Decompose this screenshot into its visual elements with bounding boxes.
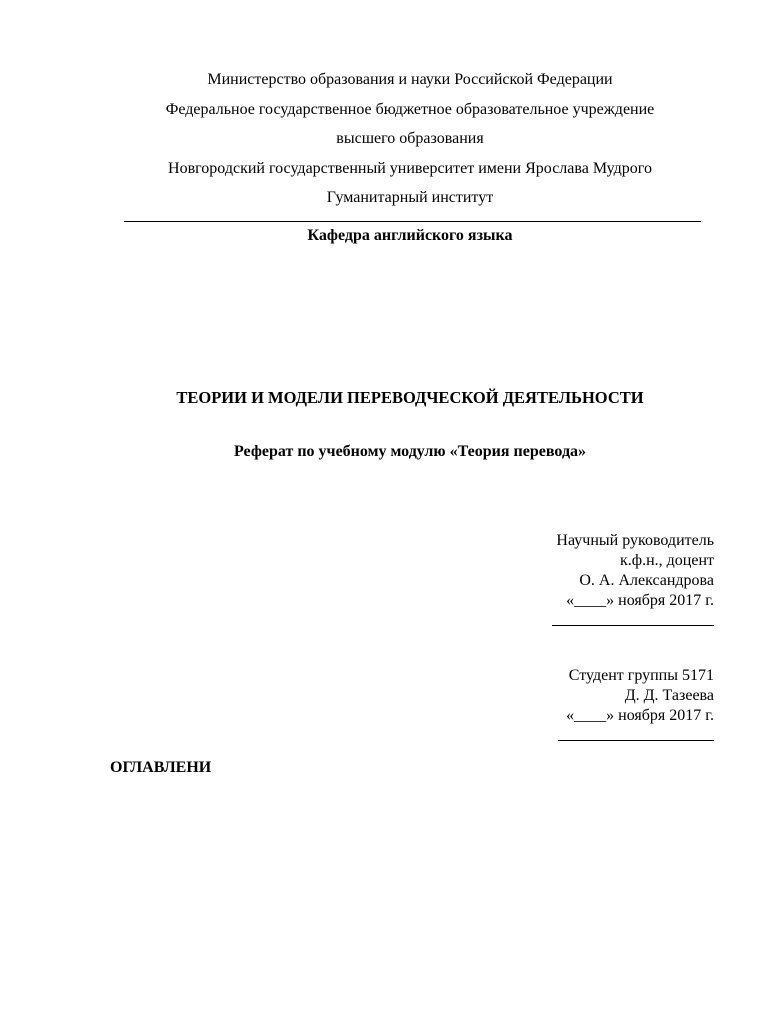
- header-divider: [124, 221, 701, 222]
- toc-heading: ОГЛАВЛЕНИ: [110, 759, 212, 776]
- supervisor-date: «____» ноября 2017 г.: [566, 592, 714, 609]
- supervisor-name: О. А. Александрова: [579, 572, 714, 589]
- supervisor-role: Научный руководитель: [556, 532, 714, 549]
- document-title: ТЕОРИИ И МОДЕЛИ ПЕРЕВОДЧЕСКОЙ ДЕЯТЕЛЬНОСТИ: [176, 388, 644, 407]
- student-group: Студент группы 5171: [568, 667, 714, 684]
- department-name: Кафедра английского языка: [307, 227, 513, 244]
- education-level-line: высшего образования: [336, 130, 484, 147]
- student-date: «____» ноября 2017 г.: [566, 707, 714, 724]
- supervisor-degree: к.ф.н., доцент: [619, 552, 714, 569]
- student-signature-line: [558, 726, 714, 741]
- institution-type-line: Федеральное государственное бюджетное образовательное учреждение: [165, 100, 655, 118]
- supervisor-signature-line: [552, 611, 714, 626]
- supervisor-block: [552, 531, 714, 632]
- student-name: Д. Д. Тазеева: [624, 687, 714, 704]
- institution-header: [90, 68, 730, 216]
- student-block: [558, 666, 714, 747]
- university-line: Новгородский государственный университет имени Ярослава Мудрого: [168, 159, 652, 177]
- ministry-line: Министерство образования и науки Российской Федерации: [207, 71, 613, 88]
- document-subtitle: Реферат по учебному модулю «Теория перевода»: [233, 443, 587, 460]
- institute-line: Гуманитарный институт: [326, 189, 494, 206]
